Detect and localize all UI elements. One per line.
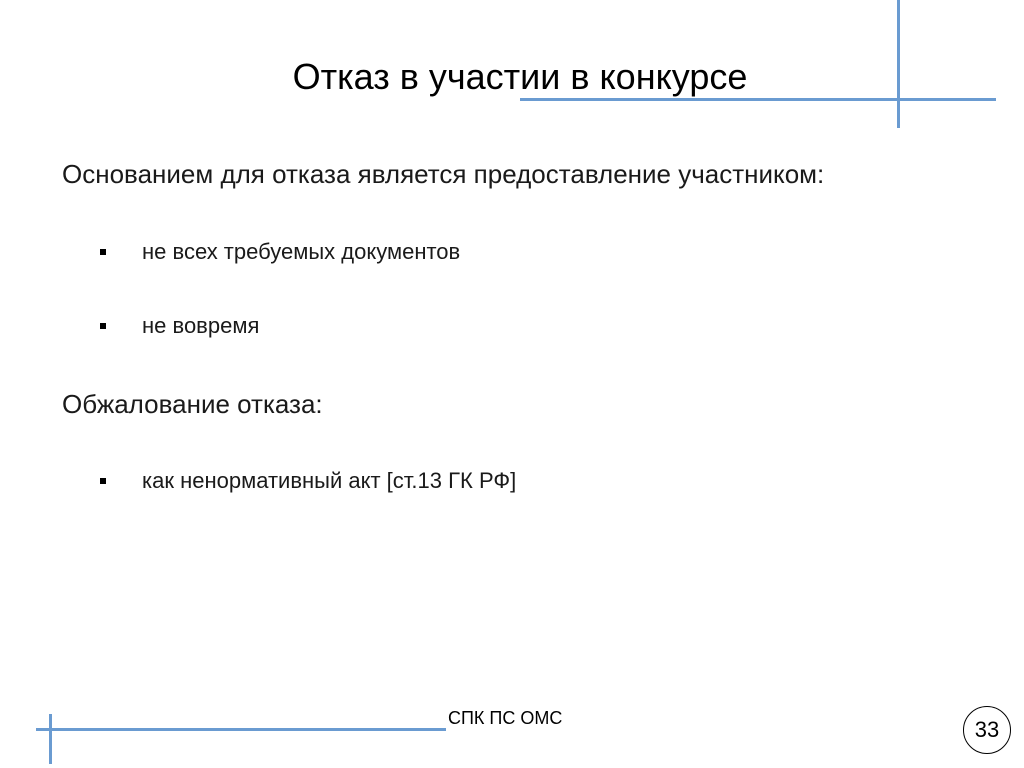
list-item-text: не всех требуемых документов <box>142 239 461 264</box>
bullet-square-icon <box>100 249 106 255</box>
list-item <box>100 467 516 495</box>
list-item-text: как ненормативный акт [ст.13 ГК РФ] <box>142 468 517 493</box>
list-item-text: не вовремя <box>142 313 260 338</box>
section-heading-appeal: Обжалование отказа: <box>62 389 323 419</box>
list-item <box>100 312 259 340</box>
bottom-vertical-line <box>49 714 52 764</box>
footer-text: СПК ПС ОМС <box>448 708 563 728</box>
page-number-badge <box>963 706 1011 754</box>
list-item <box>100 238 460 266</box>
bottom-horizontal-line <box>36 728 446 731</box>
slide-title: Отказ в участии в конкурсе <box>292 56 748 97</box>
page-number: 33 <box>974 717 1000 742</box>
section-heading-grounds: Основанием для отказа является предоставление участником: <box>62 159 825 189</box>
bullet-square-icon <box>100 478 106 484</box>
bullet-square-icon <box>100 323 106 329</box>
